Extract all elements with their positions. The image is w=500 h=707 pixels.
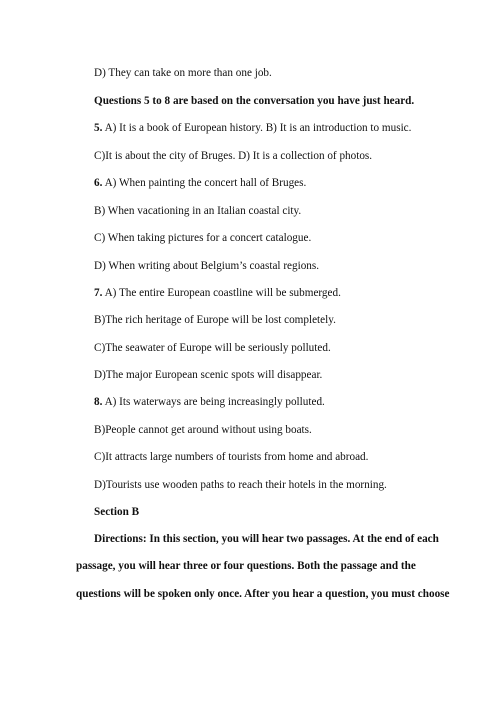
question-7-number: 7. — [94, 287, 103, 299]
directions-line-1: Directions: In this section, you will hear two passages. At the end of each — [94, 533, 439, 545]
question-7-option-b: B)The rich heritage of Europe will be lost completely. — [94, 314, 336, 326]
directions-line-3: questions will be spoken only once. After you hear a question, you must choose — [76, 588, 450, 600]
option-4d: D) They can take on more than one job. — [94, 67, 272, 79]
question-5-number: 5. — [94, 122, 103, 134]
directions-line-2: passage, you will hear three or four questions. Both the passage and the — [76, 560, 416, 572]
question-8-option-c: C)It attracts large numbers of tourists from home and abroad. — [94, 451, 369, 463]
question-6-option-d: D) When writing about Belgium’s coastal regions. — [94, 260, 320, 272]
question-6-option-a: 6. A) When painting the concert hall of Bruges. — [94, 177, 307, 189]
question-6-option-b: B) When vacationing in an Italian coastal city. — [94, 205, 302, 217]
question-8-option-b: B)People cannot get around without using boats. — [94, 424, 312, 436]
question-5-line-1: 5. A) It is a book of European history. B) It is an introduction to music. — [94, 122, 412, 134]
question-6-number: 6. — [94, 177, 103, 189]
question-5-line-2: C)It is about the city of Bruges. D) It is a collection of photos. — [94, 150, 373, 162]
question-7-option-d: D)The major European scenic spots will disappear. — [94, 369, 323, 381]
section-b-heading: Section B — [94, 506, 140, 518]
question-8-option-a: 8. A) Its waterways are being increasingly polluted. — [94, 396, 325, 408]
question-8-option-d: D)Tourists use wooden paths to reach their hotels in the morning. — [94, 479, 387, 491]
question-7-option-c: C)The seawater of Europe will be seriously polluted. — [94, 342, 331, 354]
question-6-option-c: C) When taking pictures for a concert catalogue. — [94, 232, 312, 244]
questions-5-8-heading: Questions 5 to 8 are based on the conversation you have just heard. — [94, 95, 415, 107]
question-7-option-a: 7. A) The entire European coastline will be submerged. — [94, 287, 341, 299]
question-8-number: 8. — [94, 396, 103, 408]
